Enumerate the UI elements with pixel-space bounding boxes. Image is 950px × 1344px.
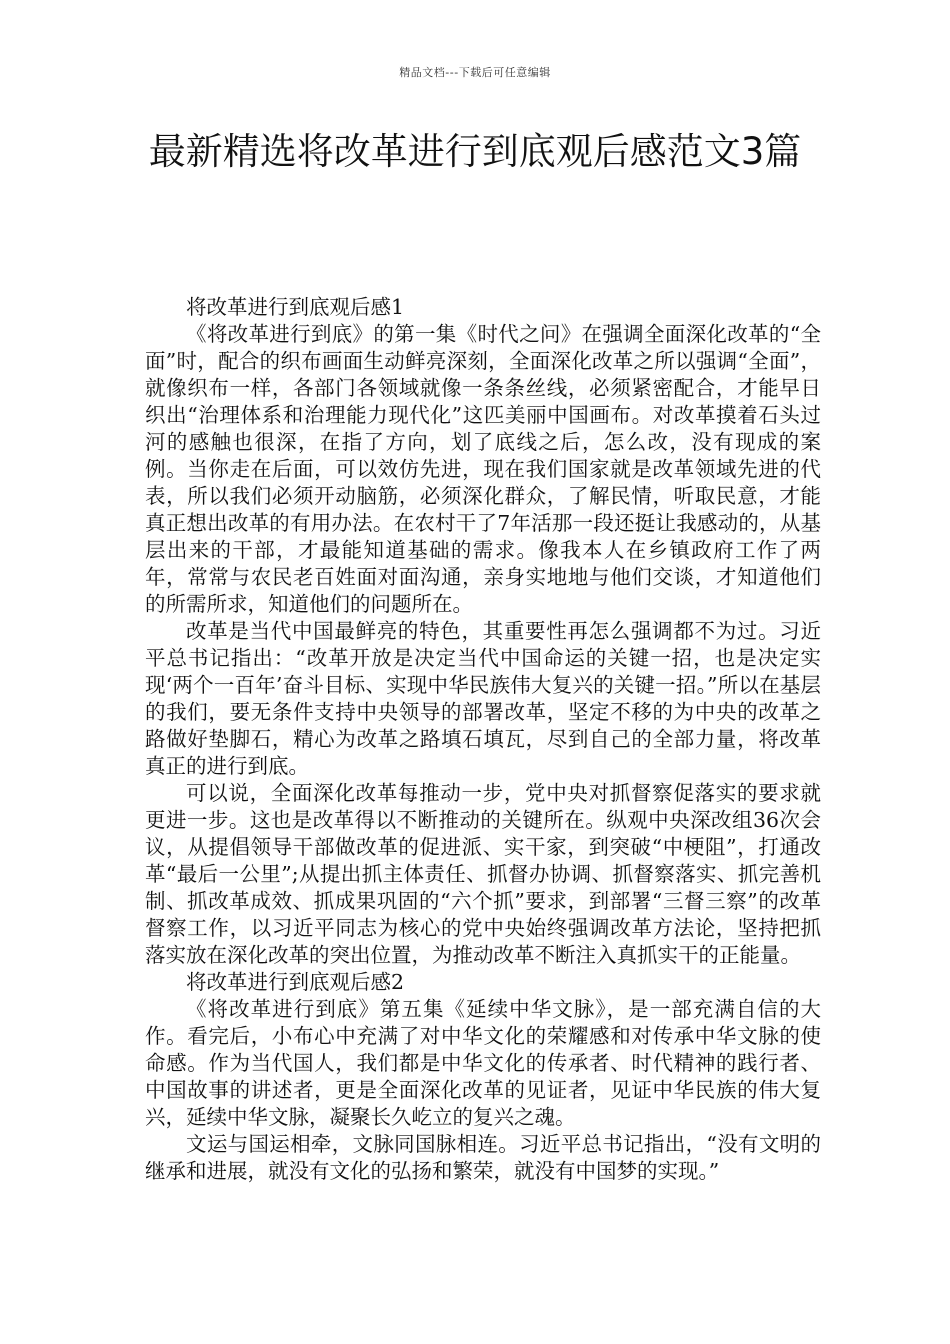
paragraph: 文运与国运相牵，文脉同国脉相连。习近平总书记指出，“没有文明的继承和进展，就没有文化的弘扬和繁荣，就没有中国梦的实现。” [145,1132,821,1183]
header-note: 精品文档---下载后可任意编辑 [399,66,551,79]
paragraph: 《将改革进行到底》第五集《延续中华文脉》，是一部充满自信的大作。看完后，小布心中充满了对中华文化的荣耀感和对传承中华文脉的使命感。作为当代国人，我们都是中华文化的传承者、时代精神的践行者、中国故事的讲述者，更是全面深化改革的见证者，见证中华民族的伟大复兴，延续中华文脉，凝聚长久屹立的复兴之魂。 [145,997,821,1129]
paragraph: 《将改革进行到底》的第一集《时代之问》在强调全面深化改革的“全面”时，配合的织布画面生动鲜亮深刻，全面深化改革之所以强调“全面”，就像织布一样，各部门各领域就像一条条丝线，必须紧密配合，才能早日织出“治理体系和治理能力现代化”这匹美丽中国画布。对改革摸着石头过河的感触也很深，在指了方向，划了底线之后，怎么改，没有现成的案例。当你走在后面，可以效仿先进，现在我们国家就是改革领域先进的代表，所以我们必须开动脑筋，必须深化群众，了解民情，听取民意，才能真正想出改革的有用办法。在农村干了7年活那一段还挺让我感动的，从基层出来的干部，才最能知道基础的需求。像我本人在乡镇政府工作了两年，常常与农民老百姓面对面沟通，亲身实地地与他们交谈，才知道他们的所需所求，知道他们的问题所在。 [145,322,821,616]
paragraph: 可以说，全面深化改革每推动一步，党中央对抓督察促落实的要求就更进一步。这也是改革得以不断推动的关键所在。纵观中央深改组36次会议，从提倡领导干部做改革的促进派、实干家，到突破“中梗阻”，打通改革“最后一公里”;从提出抓主体责任、抓督办协调、抓督察落实、抓完善机制、抓改革成效、抓成果巩固的“六个抓”要求，到部署“三督三察”的改革督察工作，以习近平同志为核心的党中央始终强调改革方法论，坚持把抓落实放在深化改革的突出位置，为推动改革不断注入真抓实干的正能量。 [145,781,821,967]
document-body [145,294,821,1185]
section-heading-2: 将改革进行到底观后感2 [186,970,405,994]
paragraph: 改革是当代中国最鲜亮的特色，其重要性再怎么强调都不为过。习近平总书记指出：“改革开放是决定当代中国命运的关键一招，也是决定实现‘两个一百年’奋斗目标、实现中华民族伟大复兴的关键一招。”所以在基层的我们，要无条件支持中央领导的部署改革，坚定不移的为中央的改革之路做好垫脚石，精心为改革之路填石填瓦，尽到自己的全部力量，将改革真正的进行到底。 [145,619,821,778]
section-heading-1: 将改革进行到底观后感1 [186,295,405,319]
document-title: 最新精选将改革进行到底观后感范文3篇 [148,130,802,173]
